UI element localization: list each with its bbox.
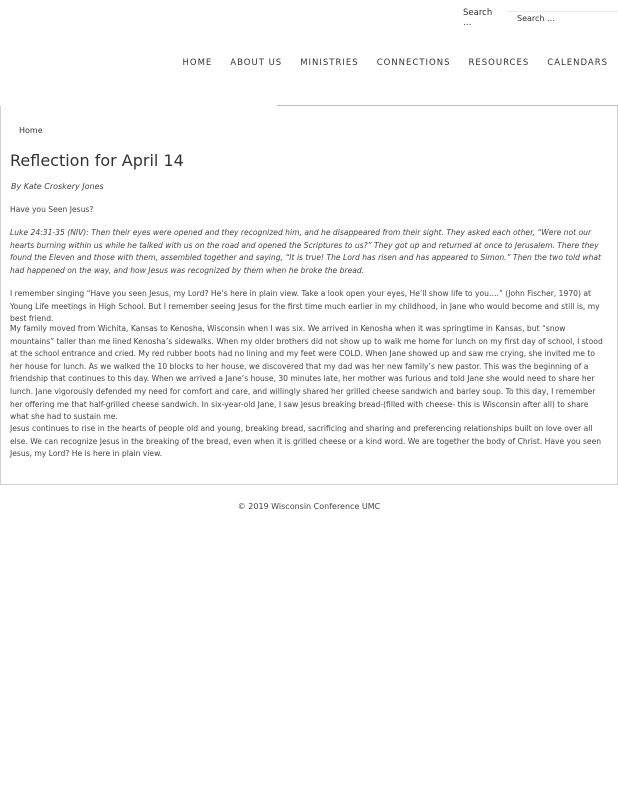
main-navigation bbox=[164, 58, 608, 68]
search-form bbox=[463, 8, 618, 28]
search-label: Search … bbox=[463, 8, 493, 28]
nav-calendars[interactable]: CALENDARS bbox=[547, 58, 608, 68]
post-byline: By Kate Croskery Jones bbox=[11, 182, 104, 191]
page-title: Reflection for April 14 bbox=[10, 151, 184, 170]
search-input[interactable] bbox=[507, 11, 618, 26]
breadcrumb-home[interactable]: Home bbox=[19, 126, 43, 135]
post-paragraph-2: My family moved from Wichita, Kansas to Kenosha, Wisconsin when I was six. We arrived in Kenosha when it was springtime in Kansas, but “snow mountains” taller than me lined Kenosha’s sidewalks. When my older brothers did not show up to walk me home for lunch on my first day of school, I stood at the school entrance and cried. My red rubber boots had no lining and my feet were COLD. When Jane showed up and saw me crying, she invited me to her house for lunch. As we walked the 10 blocks to her house, we discovered that my dad was her new family’s new pastor. This was the beginning of a friendship that continues to this day. When we arrived a Jane’s house, 30 minutes late, her mother was furious and told Jane she would need to share her lunch. Jane vigorously defended my need for comfort and care, and willingly shared her grilled cheese sandwich and barley soup. To this day, I remember her offering me that half-grilled cheese sandwich. In six-year-old Jane, I saw Jesus breaking bread-(filled with cheese- this is Wisconsin after all) to share what she had to sustain me. bbox=[10, 324, 603, 422]
nav-home[interactable]: HOME bbox=[182, 58, 213, 68]
post-paragraph-1: I remember singing “Have you seen Jesus, my Lord? He’s here in plain view. Take a look open your eyes, He’ll show life to you….” (John Fischer, 1970) at Young Life meetings in High School. But I remember seeing Jesus for the first time much earlier in my childhood, in Jane who would become and still is, my best friend. bbox=[10, 289, 600, 324]
post-question: Have you Seen Jesus? bbox=[10, 205, 94, 214]
nav-ministries[interactable]: MINISTRIES bbox=[300, 58, 359, 68]
nav-resources[interactable]: RESOURCES bbox=[468, 58, 530, 68]
nav-about-us[interactable]: ABOUT US bbox=[230, 58, 283, 68]
post-paragraph-3: Jesus continues to rise in the hearts of people old and young, breaking bread, sacrificing and sharing and preferencing relationships built on love over all else. We can recognize Jesus in the breaking of the bread, even when it is grilled cheese or a kind word. We are together the body of Christ. Have you seen Jesus, my Lord? He is here in plain view. bbox=[10, 424, 602, 459]
scripture-passage: Luke 24:31-35 (NIV): Then their eyes were opened and they recognized him, and he disappeared from their sight. They asked each other, “Were not our hearts burning within us while he talked with us on the road and opened the Scriptures to us?” They got up and returned at once to Jerusalem. There they found the Eleven and those with them, assembled together and saying, “It is true! The Lord has risen and has appeared to Simon.” Then the two told what had happened on the way, and how Jesus was recognized by them when he broke the bread. bbox=[10, 228, 602, 275]
nav-connections[interactable]: CONNECTIONS bbox=[376, 58, 451, 68]
footer-copyright: © 2019 Wisconsin Conference UMC bbox=[237, 502, 381, 511]
